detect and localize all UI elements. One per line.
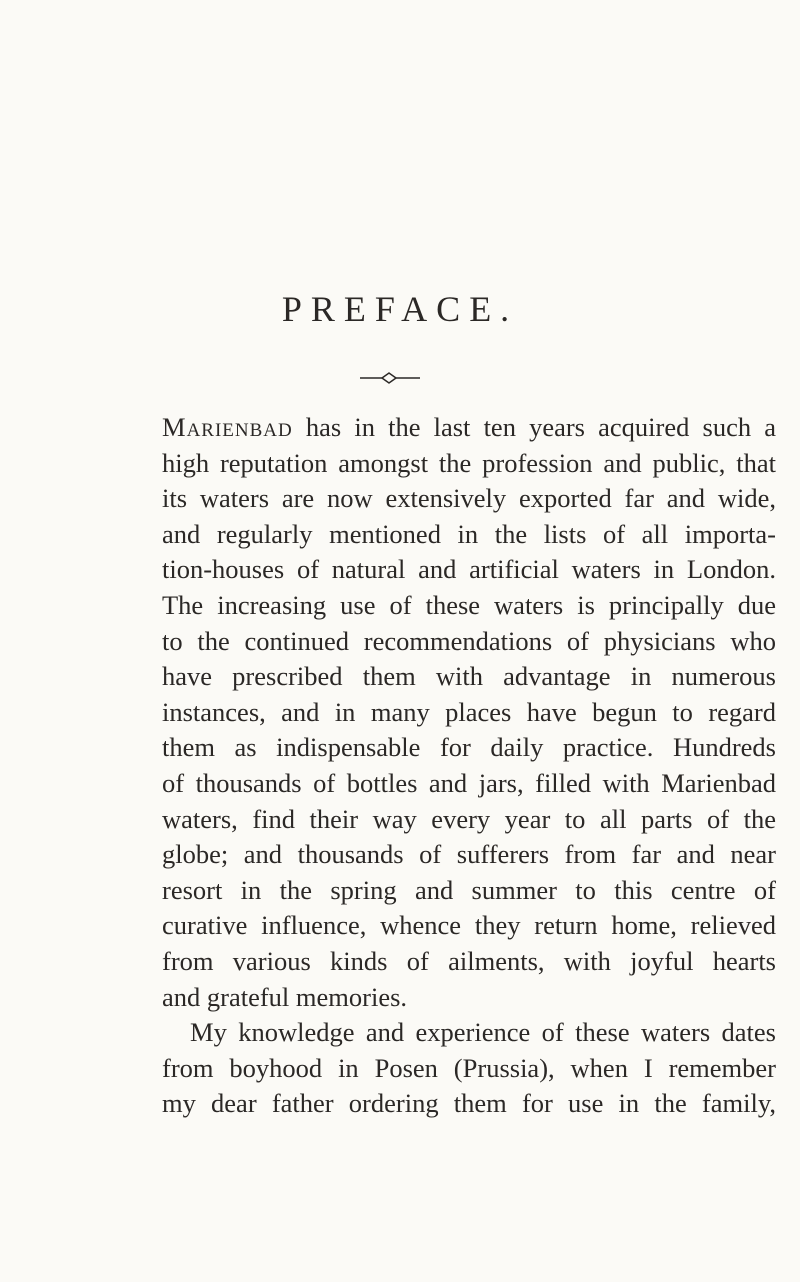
text-line: resort in the spring and summer to this centre of	[162, 874, 776, 905]
text-line: from various kinds of ailments, with joyful hearts	[162, 945, 776, 976]
text-line: instances, and in many places have begun to regard	[162, 696, 776, 727]
text-line: globe; and thousands of sufferers from far and near	[162, 839, 776, 870]
text-line: The increasing use of these waters is principally due	[162, 589, 776, 620]
text-line: its waters are now extensively exported far and wide,	[162, 483, 776, 514]
text-line: to the continued recommendations of physicians who	[162, 625, 776, 656]
text-line: from boyhood in Posen (Prussia), when I remember	[162, 1052, 776, 1083]
text-line: and grateful memories.	[162, 981, 408, 1012]
text-line: and regularly mentioned in the lists of all importa-	[162, 518, 776, 549]
text-line	[162, 410, 776, 446]
text-line: them as indispensable for daily practice. Hundreds	[162, 732, 776, 763]
text-line: of thousands of bottles and jars, filled with Marienbad	[162, 767, 776, 798]
text-line: have prescribed them with advantage in numerous	[162, 661, 776, 692]
text-line: tion-houses of natural and artificial waters in London.	[162, 554, 776, 585]
lead-word: Marienbad	[162, 412, 293, 442]
text-line: My knowledge and experience of these waters dates	[190, 1017, 776, 1048]
preface-text	[162, 410, 776, 1122]
text-line: my dear father ordering them for use in the family,	[162, 1088, 776, 1119]
text-line: curative influence, whence they return home, relieved	[162, 910, 776, 941]
text-line: waters, find their way every year to all parts of the	[162, 803, 776, 834]
text-line-rest: has in the last ten years acquired such a	[292, 412, 776, 442]
page-title: PREFACE.	[281, 289, 519, 329]
diamond-rule-icon	[360, 370, 424, 386]
text-line: high reputation amongst the profession and public, that	[162, 447, 776, 478]
